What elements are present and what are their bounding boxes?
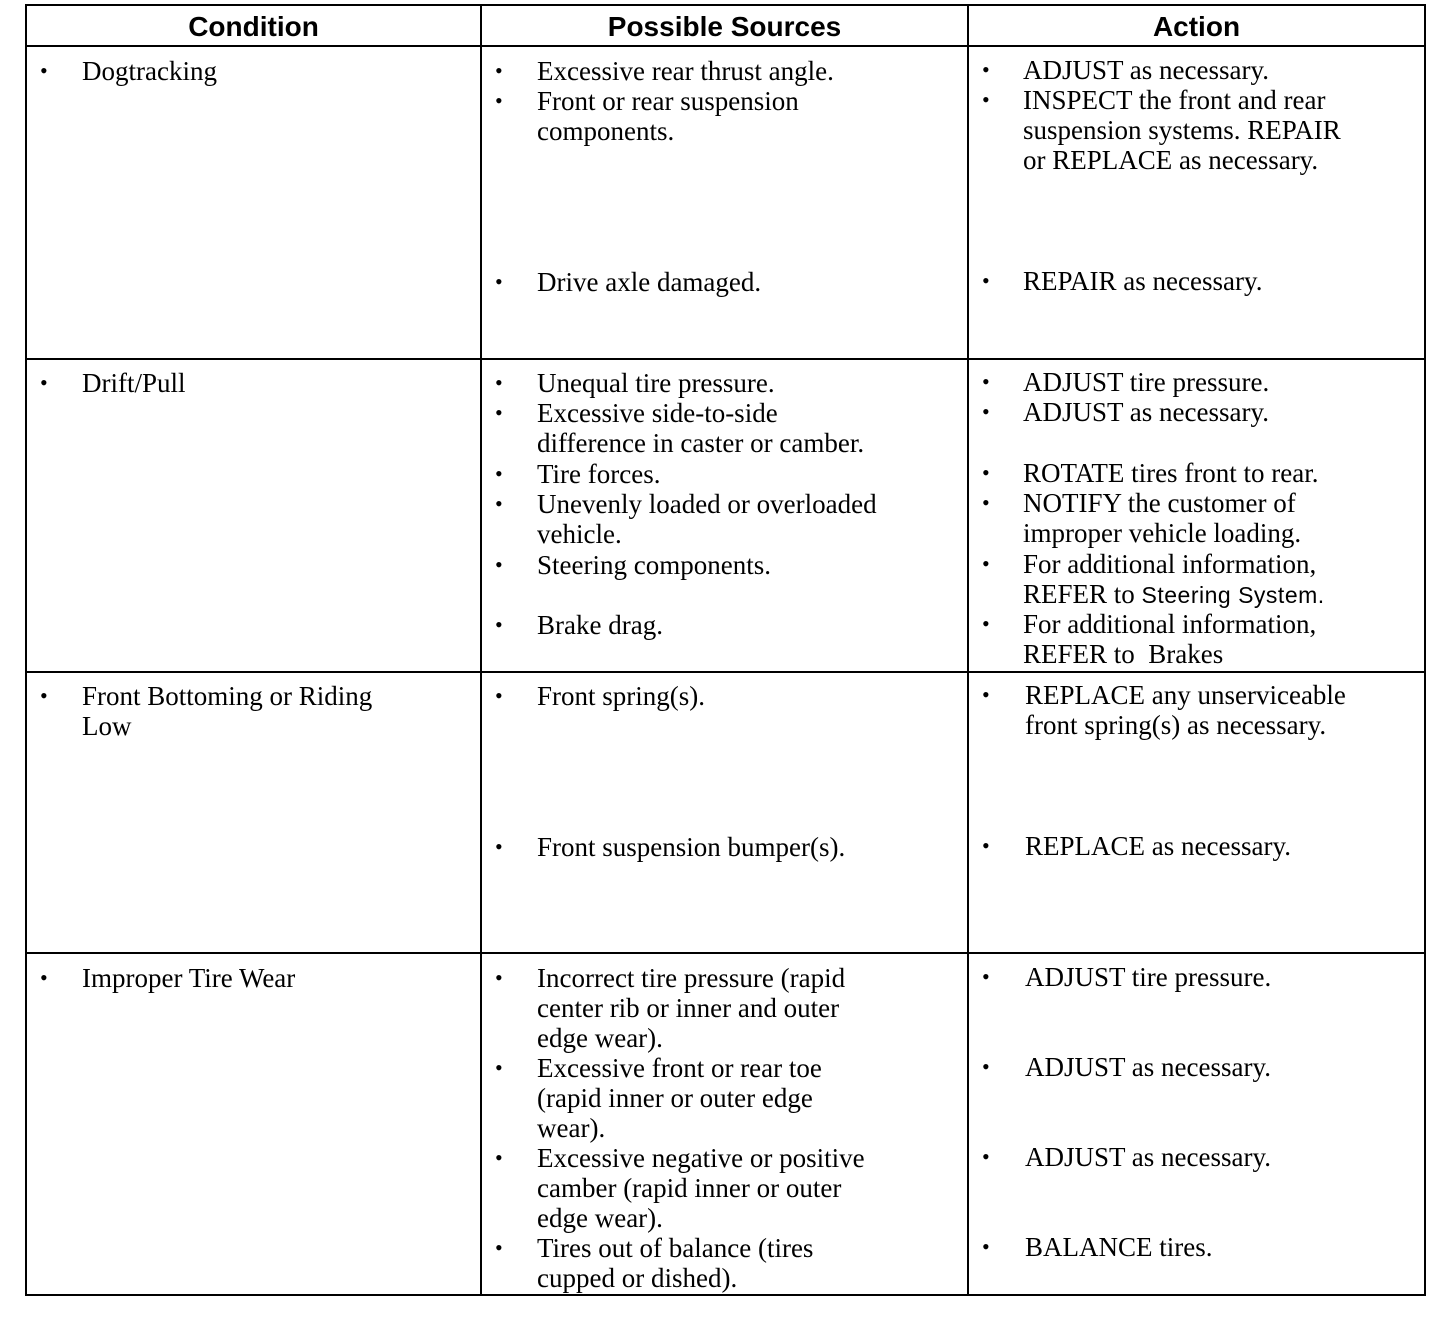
bullet: •: [40, 683, 48, 708]
row-divider: [27, 952, 1424, 954]
bullet: •: [495, 1235, 503, 1260]
condition-line: Front Bottoming or Riding: [82, 681, 373, 711]
action-item: [1025, 1232, 1212, 1262]
bullet: •: [495, 491, 503, 516]
action-line: For additional information,: [1023, 549, 1317, 579]
condition-line: Dogtracking: [82, 56, 217, 86]
action-item: [1025, 680, 1346, 740]
source-item: [537, 1233, 813, 1293]
bullet: •: [982, 87, 990, 112]
source-item: [537, 832, 845, 862]
bullet: •: [495, 834, 503, 859]
source-line: Steering components.: [537, 550, 771, 580]
action-line: ADJUST as necessary.: [1023, 55, 1269, 85]
source-item: [537, 963, 845, 1053]
column-divider: [967, 6, 969, 1294]
action-item: [1025, 962, 1271, 992]
header-possible-sources: Possible Sources: [607, 11, 842, 42]
bullet: •: [495, 400, 503, 425]
action-line: BALANCE tires.: [1025, 1232, 1213, 1262]
source-line: Unevenly loaded or overloaded: [537, 489, 877, 519]
action-line: ADJUST tire pressure.: [1025, 962, 1272, 992]
bullet: •: [982, 1144, 990, 1169]
action-line: NOTIFY the customer of: [1023, 488, 1296, 518]
bullet: •: [40, 58, 48, 83]
action-item: [1023, 266, 1262, 296]
bullet: •: [982, 57, 990, 82]
source-line: center rib or inner and outer: [537, 993, 840, 1023]
condition-line: Improper Tire Wear: [82, 963, 296, 993]
source-line: Excessive negative or positive: [537, 1143, 865, 1173]
bullet: •: [982, 964, 990, 989]
action-item: [1025, 1142, 1271, 1172]
bullet: •: [495, 461, 503, 486]
action-line: improper vehicle loading.: [1023, 518, 1302, 548]
action-line: REPLACE as necessary.: [1025, 831, 1291, 861]
source-line: (rapid inner or outer edge: [537, 1083, 813, 1113]
condition-front-bottoming: [82, 681, 372, 741]
bullet: •: [495, 683, 503, 708]
source-line: difference in caster or camber.: [537, 428, 865, 458]
action-line: suspension systems. REPAIR: [1023, 115, 1341, 145]
source-item: [537, 1053, 822, 1143]
bullet: •: [982, 399, 990, 424]
bullet: •: [495, 612, 503, 637]
action-line: ADJUST as necessary.: [1023, 397, 1269, 427]
bullet: •: [982, 682, 990, 707]
row-divider: [27, 358, 1424, 360]
action-item: [1023, 549, 1325, 610]
bullet: •: [982, 1054, 990, 1079]
source-item: [537, 610, 663, 640]
source-line: wear).: [537, 1113, 606, 1143]
bullet: •: [495, 88, 503, 113]
bullet: •: [495, 58, 503, 83]
source-line: Tires out of balance (tires: [537, 1233, 814, 1263]
source-item: [537, 681, 705, 711]
bullet: •: [982, 369, 990, 394]
bullet: •: [982, 490, 990, 515]
action-line: REPLACE any unserviceable: [1025, 680, 1346, 710]
action-line: For additional information,: [1023, 609, 1317, 639]
source-line: Drive axle damaged.: [537, 267, 762, 297]
source-line: Unequal tire pressure.: [537, 368, 775, 398]
source-line: components.: [537, 116, 675, 146]
action-line: or REPLACE as necessary.: [1023, 145, 1319, 175]
bullet: •: [982, 833, 990, 858]
action-line: ROTATE tires front to rear.: [1023, 458, 1319, 488]
refer-text: REFER to: [1023, 579, 1135, 609]
source-item: [537, 459, 660, 489]
source-item: [537, 86, 799, 146]
condition-line: Drift/Pull: [82, 368, 186, 398]
steering-system-reference: Steering System.: [1141, 582, 1325, 608]
action-item: [1023, 458, 1319, 488]
source-line: edge wear).: [537, 1023, 663, 1053]
source-line: Brake drag.: [537, 610, 663, 640]
source-item: [537, 56, 834, 86]
bullet: •: [495, 370, 503, 395]
bullet: •: [982, 551, 990, 576]
action-line: [1023, 579, 1325, 610]
column-divider: [480, 6, 482, 1294]
bullet: •: [982, 460, 990, 485]
action-item: [1023, 367, 1269, 397]
bullet: •: [495, 965, 503, 990]
source-item: [537, 398, 864, 458]
source-line: Incorrect tire pressure (rapid: [537, 963, 846, 993]
bullet: •: [495, 1145, 503, 1170]
diagnosis-table: [25, 4, 1426, 1296]
bullet: •: [982, 268, 990, 293]
bullet: •: [982, 611, 990, 636]
action-item: [1023, 609, 1316, 669]
bullet: •: [495, 1055, 503, 1080]
condition-line: Low: [82, 711, 132, 741]
source-line: Excessive front or rear toe: [537, 1053, 822, 1083]
header-action: Action: [1152, 11, 1241, 42]
source-line: Excessive rear thrust angle.: [537, 56, 834, 86]
source-line: Tire forces.: [537, 459, 661, 489]
source-line: camber (rapid inner or outer: [537, 1173, 842, 1203]
action-line: REFER to Brakes: [1023, 639, 1224, 669]
action-line: front spring(s) as necessary.: [1025, 710, 1327, 740]
source-item: [537, 489, 877, 549]
condition-improper-tire-wear: [82, 963, 295, 993]
bullet: •: [982, 1234, 990, 1259]
action-item: [1023, 55, 1269, 85]
action-item: [1023, 85, 1341, 175]
action-line: REPAIR as necessary.: [1023, 266, 1263, 296]
action-item: [1025, 831, 1291, 861]
bullet: •: [495, 552, 503, 577]
source-item: [537, 267, 761, 297]
source-line: cupped or dished).: [537, 1263, 738, 1293]
header-condition: Condition: [188, 11, 319, 42]
action-item: [1023, 488, 1301, 548]
row-divider: [27, 671, 1424, 673]
condition-dogtracking: [82, 56, 217, 86]
source-line: Excessive side-to-side: [537, 398, 778, 428]
source-line: Front spring(s).: [537, 681, 705, 711]
action-line: ADJUST as necessary.: [1025, 1052, 1271, 1082]
source-line: edge wear).: [537, 1203, 663, 1233]
source-line: vehicle.: [537, 519, 622, 549]
source-item: [537, 1143, 865, 1233]
action-item: [1023, 397, 1269, 427]
bullet: •: [40, 370, 48, 395]
action-line: ADJUST as necessary.: [1025, 1142, 1271, 1172]
source-item: [537, 368, 775, 398]
action-line: ADJUST tire pressure.: [1023, 367, 1270, 397]
action-item: [1025, 1052, 1271, 1082]
source-item: [537, 550, 771, 580]
bullet: •: [40, 965, 48, 990]
source-line: Front suspension bumper(s).: [537, 832, 846, 862]
condition-drift-pull: [82, 368, 186, 398]
action-line: INSPECT the front and rear: [1023, 85, 1326, 115]
bullet: •: [495, 269, 503, 294]
source-line: Front or rear suspension: [537, 86, 799, 116]
